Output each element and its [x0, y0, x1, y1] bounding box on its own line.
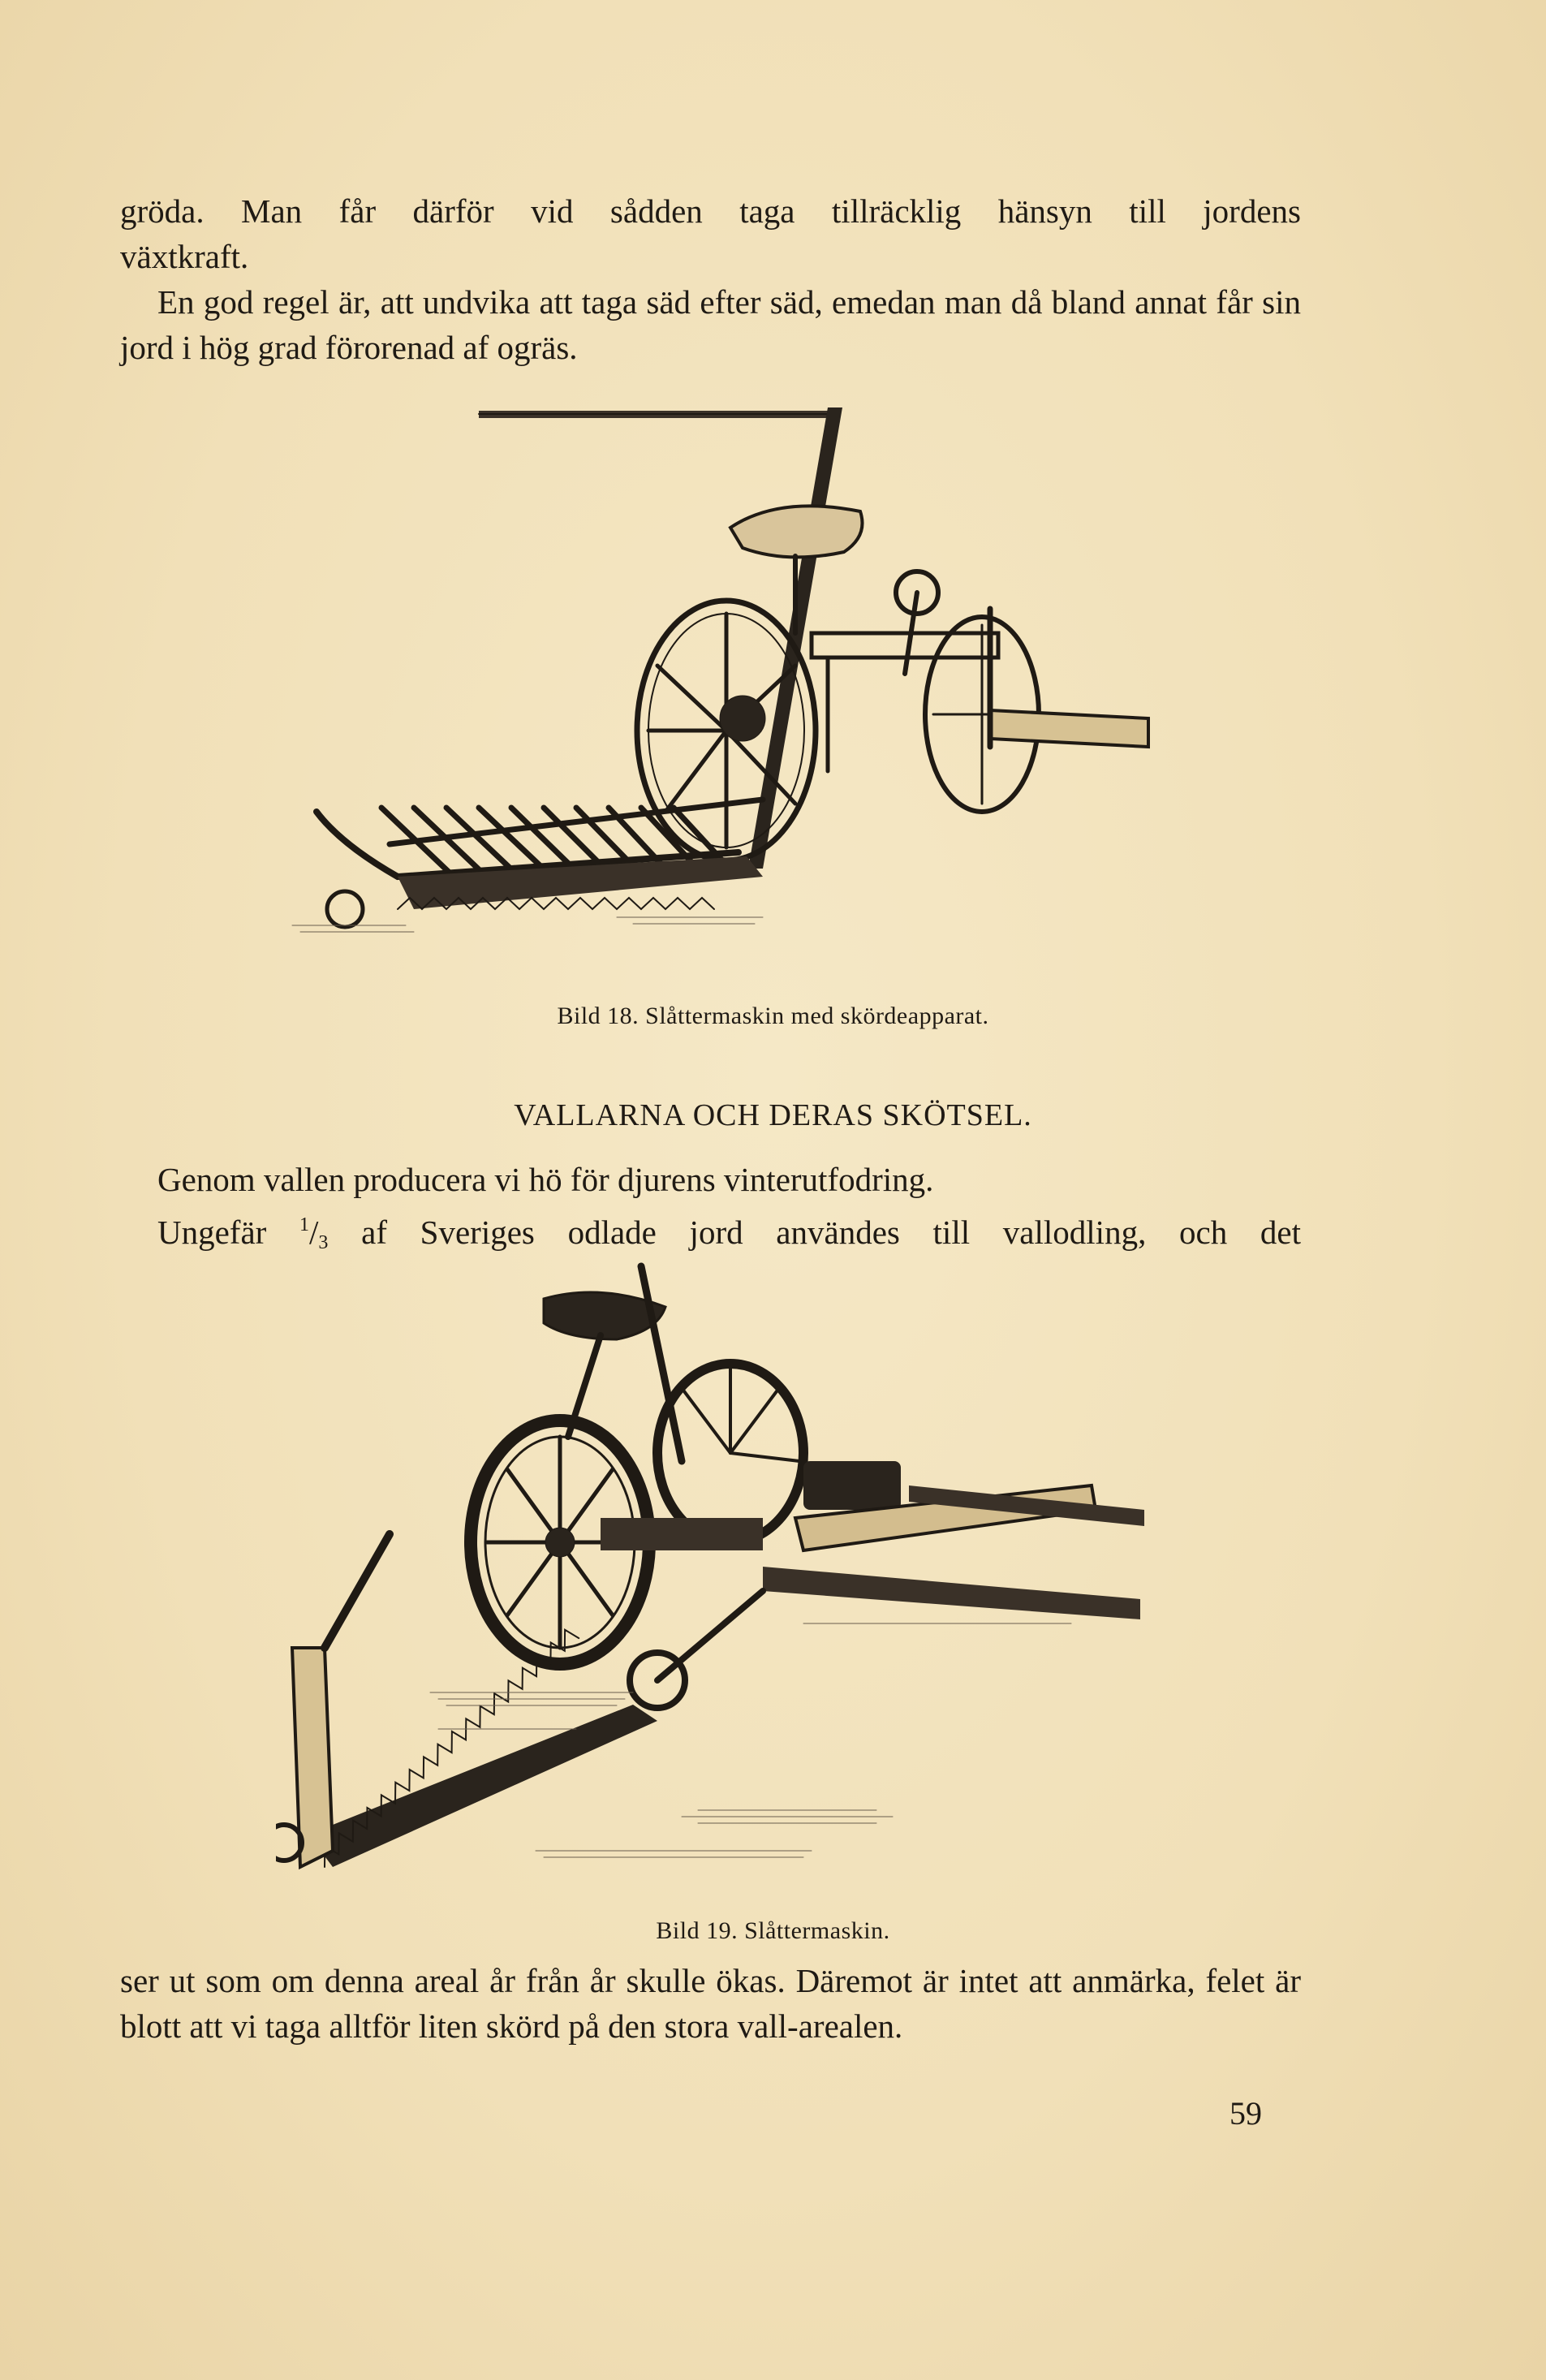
fraction-slash: / — [309, 1214, 319, 1251]
reaper-mower-illustration — [276, 390, 1152, 982]
figure18-caption: Bild 18. Slåttermaskin med skördeapparat. — [557, 1002, 989, 1029]
section-para2-after: af Sveriges odlade jord användes till vallodling, och det — [361, 1214, 1302, 1251]
page-number: 59 — [1229, 2095, 1262, 2132]
section-para1: Genom vallen producera vi hö för djurens vinterutfodring. — [157, 1161, 934, 1198]
figure19-caption: Bild 19. Slåttermaskin. — [656, 1917, 890, 1944]
rule-paragraph: En god regel är, att undvika att taga säd efter säd, emedan man då bland annat får sin jord i hög grad förorenad af ogräs. — [120, 283, 1301, 366]
section-heading: VALLARNA OCH DERAS SKÖTSEL. — [514, 1098, 1032, 1132]
section-para2-before: Ungefär — [157, 1214, 267, 1251]
top-paragraph-line1: gröda. Man får därför vid sådden taga tillräcklig hänsyn till jordens — [120, 192, 1301, 230]
fraction-numerator: 1 — [299, 1214, 310, 1235]
top-paragraph-line2: växtkraft. — [120, 238, 249, 275]
closing-paragraph: ser ut som om denna areal år från år skulle ökas. Däremot är intet att anmärka, felet är blott att vi taga alltför liten skörd på den stora vall-arealen. — [120, 1962, 1301, 2045]
section-text — [120, 1157, 1301, 1265]
fraction-denominator: 3 — [318, 1232, 329, 1253]
mower-illustration — [276, 1250, 1152, 1899]
top-paragraph — [120, 188, 1301, 370]
